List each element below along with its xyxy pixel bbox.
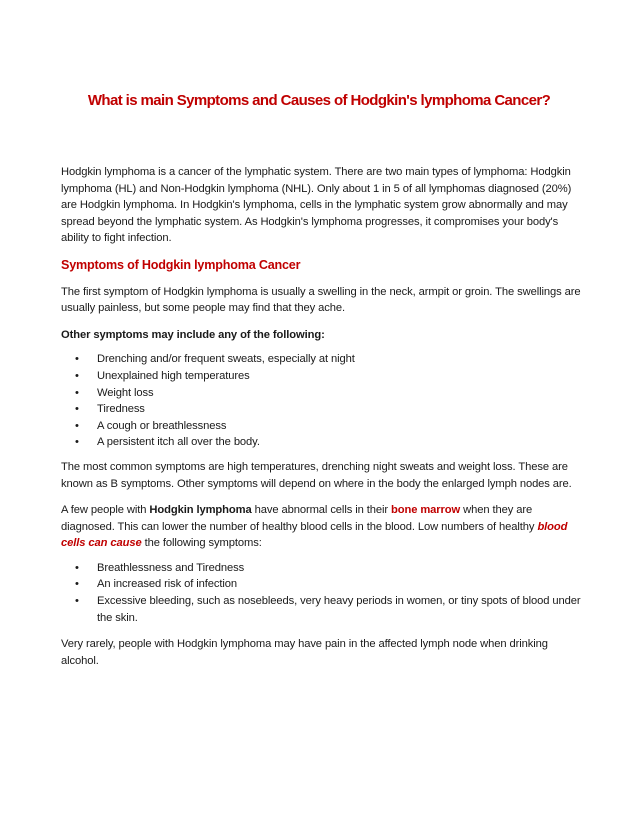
bullet-icon: • — [75, 578, 79, 591]
bullet-icon: • — [75, 369, 79, 382]
bullet-icon: • — [75, 386, 79, 399]
document-body — [61, 164, 581, 669]
list-item: • A cough or breathlessness — [61, 418, 581, 435]
intro-paragraph: Hodgkin lymphoma is a cancer of the lymphatic system. There are two main types of lymphoma: Hodgkin lymphoma (HL) and Non-Hodgkin lymphoma (NHL). Only about 1 in 5 of all lymphomas diagnosed (20%) are Hodgkin lymphoma. In Hodgkin's lymphoma, cells in the lymphatic system grow abnormally and may spread beyond the lymphatic system. As Hodgkin's lymphoma progresses, it compromises your body's ability to fight infection. — [61, 166, 572, 245]
list-item: • Unexplained high temperatures — [61, 368, 581, 385]
blood-cells-term: blood cells can cause — [61, 520, 568, 550]
hodgkin-lymphoma-term: Hodgkin lymphoma — [149, 504, 252, 517]
list-item: • An increased risk of infection — [61, 576, 581, 593]
other-symptoms-label: Other symptoms may include any of the following: — [61, 328, 325, 341]
marrow-symptoms-list — [61, 560, 581, 626]
list-item: • Weight loss — [61, 385, 581, 402]
bullet-icon: • — [75, 353, 79, 366]
symptoms-heading: Symptoms of Hodgkin lymphoma Cancer — [61, 257, 301, 272]
bullet-icon: • — [75, 403, 79, 416]
first-symptom-paragraph: The first symptom of Hodgkin lymphoma is usually a swelling in the neck, armpit or groin. The swellings are usually painless, but some people may find that they ache. — [61, 285, 581, 315]
bone-marrow-paragraph: A few people with Hodgkin lymphoma have abnormal cells in their bone marrow when they are diagnosed. This can lower the number of healthy blood cells in the blood. Low numbers of healthy blood cells can cause the following symptoms: — [61, 504, 568, 550]
other-symptoms-list — [61, 351, 581, 451]
b-symptoms-paragraph: The most common symptoms are high temperatures, drenching night sweats and weight loss. These are known as B symptoms. Other symptoms will depend on where in the body the enlarged lymph nodes are. — [61, 460, 572, 490]
bullet-icon: • — [75, 436, 79, 449]
alcohol-paragraph: Very rarely, people with Hodgkin lymphoma may have pain in the affected lymph node when drinking alcohol. — [61, 638, 548, 667]
bullet-icon: • — [75, 561, 79, 574]
bullet-icon: • — [75, 595, 79, 608]
list-item: • Drenching and/or frequent sweats, especially at night — [61, 351, 581, 368]
list-item: • Breathlessness and Tiredness — [61, 560, 581, 577]
page-title: What is main Symptoms and Causes of Hodgkin's lymphoma Cancer? — [87, 92, 551, 109]
list-item: • Tiredness — [61, 401, 581, 418]
bone-marrow-term: bone marrow — [391, 504, 461, 517]
list-item: • Excessive bleeding, such as nosebleeds, very heavy periods in women, or tiny spots of blood under the skin. — [75, 595, 581, 624]
list-item: • A persistent itch all over the body. — [61, 434, 581, 451]
bullet-icon: • — [75, 419, 79, 432]
